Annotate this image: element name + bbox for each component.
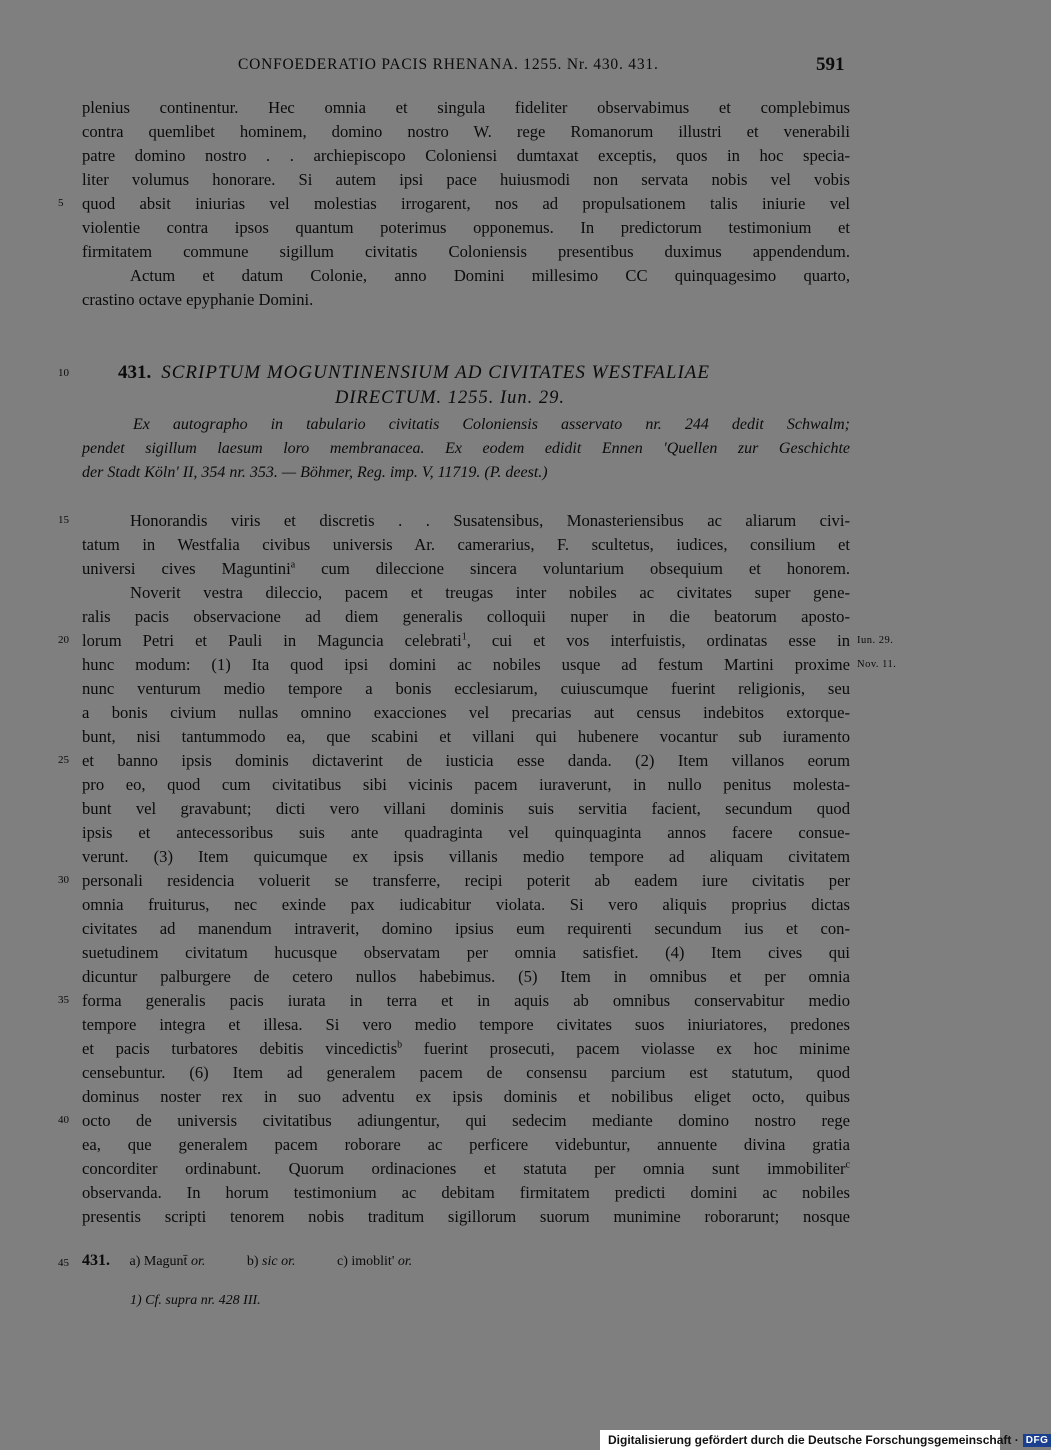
margin-date-note: Iun. 29. bbox=[857, 635, 894, 646]
text-line: et pacis turbatores debitis vincedictis$^b$ fuerint prosecuti, pacem violasse ex hoc minime bbox=[82, 1039, 850, 1058]
text-line: pro eo, quod cum civitatibus sibi vicinis pacem iuraverunt, in nullo penitus molesta- bbox=[82, 775, 850, 794]
text-line: plenius continentur. Hec omnia et singula fideliter observabimus et complebimus bbox=[82, 98, 850, 117]
text-line: quod absit iniurias vel molestias irrogarent, nos ad propulsationem talis iniurie vel bbox=[82, 194, 850, 213]
line-number: 40 bbox=[58, 1114, 69, 1126]
footnote-doc-number: 431. bbox=[82, 1252, 110, 1269]
text-line: personali residencia voluerit se transferre, recipi poterit ab eadem iure civitatis per bbox=[82, 871, 850, 890]
source-note: der Stadt Köln' II, 354 nr. 353. — Böhmer, Reg. imp. V, 11719. (P. deest.) bbox=[82, 464, 548, 481]
text-line: tatum in Westfalia civibus universis Ar. camerarius, F. scultetus, iudices, consilium et bbox=[82, 535, 850, 554]
margin-date-note: Nov. 11. bbox=[857, 659, 897, 670]
line-number: 45 bbox=[58, 1257, 69, 1269]
text-line: octo de universis civitatibus adiungentur, qui sedecim mediante domino nostro rege bbox=[82, 1111, 850, 1130]
text-line: Actum et datum Colonie, anno Domini millesimo CC quinquagesimo quarto, bbox=[130, 266, 850, 285]
source-note: pendet sigillum laesum loro membranacea. Ex eodem edidit Ennen 'Quellen zur Geschichte bbox=[82, 440, 850, 457]
text-line: dicuntur palburgere de cetero nullos habebimus. (5) Item in omnibus et per omnia bbox=[82, 967, 850, 986]
document-number: 431. bbox=[118, 362, 152, 383]
line-number: 25 bbox=[58, 754, 69, 766]
line-number: 20 bbox=[58, 634, 69, 646]
text-line: bunt, nisi tantummodo ea, que scabini et villani qui hubenere vocantur sub iuramento bbox=[82, 727, 850, 746]
text-line: hunc modum: (1) Ita quod ipsi domini ac nobiles usque ad festum Martini proxime bbox=[82, 655, 850, 674]
footnote-mark: a bbox=[290, 559, 296, 571]
text-line: liter volumus honorare. Si autem ipsi pace huiusmodi non servata nobis vel vobis bbox=[82, 170, 850, 189]
text-line: ralis pacis observacione ad diem generalis colloquii nuper in die beatorum aposto- bbox=[82, 607, 850, 626]
text-line: contra quemlibet hominem, domino nostro W. rege Romanorum illustri et venerabili bbox=[82, 122, 850, 141]
line-number: 30 bbox=[58, 874, 69, 886]
page-number: 591 bbox=[816, 54, 845, 75]
text-line: observanda. In horum testimonium ac debitam firmitatem predicti domini ac nobiles bbox=[82, 1183, 850, 1202]
text-line: lorum Petri et Pauli in Maguncia celebrati$^1$, cui et vos interfuistis, ordinatas esse in bbox=[82, 631, 850, 650]
text-line: censebuntur. (6) Item ad generalem pacem de consensu parcium est statutum, quod bbox=[82, 1063, 850, 1082]
digitization-footer bbox=[600, 1430, 1049, 1450]
text-line: dominus noster rex in suo adventu ex ipsis dominis et nobilibus eliget octo, quibus bbox=[82, 1087, 850, 1106]
text-line: a bonis civium nullas omnino exacciones vel precarias aut census indebitos extorque- bbox=[82, 703, 850, 722]
document-title: SCRIPTUM MOGUNTINENSIUM AD CIVITATES WESTFALIAE bbox=[161, 362, 710, 383]
page-header bbox=[0, 52, 1000, 82]
text-line: verunt. (3) Item quicumque ex ipsis villanis medio tempore ad aliquam civitatem bbox=[82, 847, 850, 866]
critical-apparatus bbox=[82, 1250, 450, 1273]
line-number: 10 bbox=[58, 367, 69, 379]
footnote-b: b) sic or. bbox=[246, 1254, 296, 1269]
text-line: firmitatem commune sigillum civitatis Coloniensis presentibus duximus appendendum. bbox=[82, 242, 850, 261]
footnote-mark: 1 bbox=[461, 631, 467, 643]
footnote-c: c) imoblit' or. bbox=[336, 1254, 413, 1269]
dfg-logo: DFG bbox=[1023, 1434, 1051, 1447]
footnote-mark: b bbox=[397, 1039, 403, 1051]
line-number: 35 bbox=[58, 994, 69, 1006]
document-heading bbox=[118, 361, 818, 385]
text-line: civitates ad manendum intraverit, domino ipsius eum requirenti secundum ius et con- bbox=[82, 919, 850, 938]
text-line: Honorandis viris et discretis . . Susatensibus, Monasteriensibus ac aliarum civi- bbox=[130, 511, 850, 530]
text-line: concorditer ordinabunt. Quorum ordinaciones et statuta per omnia sunt immobiliter$^c$ bbox=[82, 1159, 850, 1178]
text-line: crastino octave epyphanie Domini. bbox=[82, 290, 314, 309]
text-line: ipsis et antecessoribus suis ante quadraginta vel quinquaginta annos facere consue- bbox=[82, 823, 850, 842]
text-line: omnia fruiturus, nec exinde pax iudicabitur violata. Si vero aliquis proprius dictas bbox=[82, 895, 850, 914]
text-line: universi cives Maguntini$^a$ cum dileccione sincera voluntarium obsequium et honorem. bbox=[82, 559, 850, 578]
line-number: 15 bbox=[58, 514, 69, 526]
source-note: Ex autographo in tabulario civitatis Coloniensis asservato nr. 244 dedit Schwalm; bbox=[133, 416, 850, 433]
text-line: violentie contra ipsos quantum poterimus opponemus. In predictorum testimonium et bbox=[82, 218, 850, 237]
text-line: patre domino nostro . . archiepiscopo Coloniensi dumtaxat exceptis, quos in hoc specia- bbox=[82, 146, 850, 165]
text-line: tempore integra et illesa. Si vero medio tempore civitates suos iniuriatores, predones bbox=[82, 1015, 850, 1034]
document-title-date: DIRECTUM. 1255. Iun. 29. bbox=[335, 388, 566, 408]
text-line: bunt vel gravabunt; dicti vero villani dominis suis servitia facient, secundum quod bbox=[82, 799, 850, 818]
footnote-a: a) Magunt̄ or. bbox=[129, 1254, 206, 1269]
footer-text: Digitalisierung gefördert durch die Deutsche Forschungsgemeinschaft · bbox=[608, 1433, 1019, 1447]
text-line: et banno ipsis dominis dictaverint de iusticia esse danda. (2) Item villanos eorum bbox=[82, 751, 850, 770]
text-line: ea, que generalem pacem roborare ac perficere videbuntur, annuente divina gratia bbox=[82, 1135, 850, 1154]
line-number: 5 bbox=[58, 197, 64, 209]
running-title: CONFOEDERATIO PACIS RHENANA. 1255. Nr. 430. 431. bbox=[238, 56, 659, 73]
text-line: Noverit vestra dileccio, pacem et treugas inter nobiles ac civitates super gene- bbox=[130, 583, 850, 602]
footnote-mark: c bbox=[845, 1159, 850, 1171]
footnote-reference: 1) Cf. supra nr. 428 III. bbox=[130, 1293, 261, 1308]
text-line: suetudinem civitatum hucusque observatam per omnia satisfiet. (4) Item cives qui bbox=[82, 943, 850, 962]
text-line: presentis scripti tenorem nobis traditum sigillorum suorum munimine roborarunt; nosque bbox=[82, 1207, 850, 1226]
text-line: forma generalis pacis iurata in terra et in aquis ab omnibus conservabitur medio bbox=[82, 991, 850, 1010]
text-line: nunc venturum medio tempore a bonis ecclesiarum, cuiuscumque fuerint religionis, seu bbox=[82, 679, 850, 698]
